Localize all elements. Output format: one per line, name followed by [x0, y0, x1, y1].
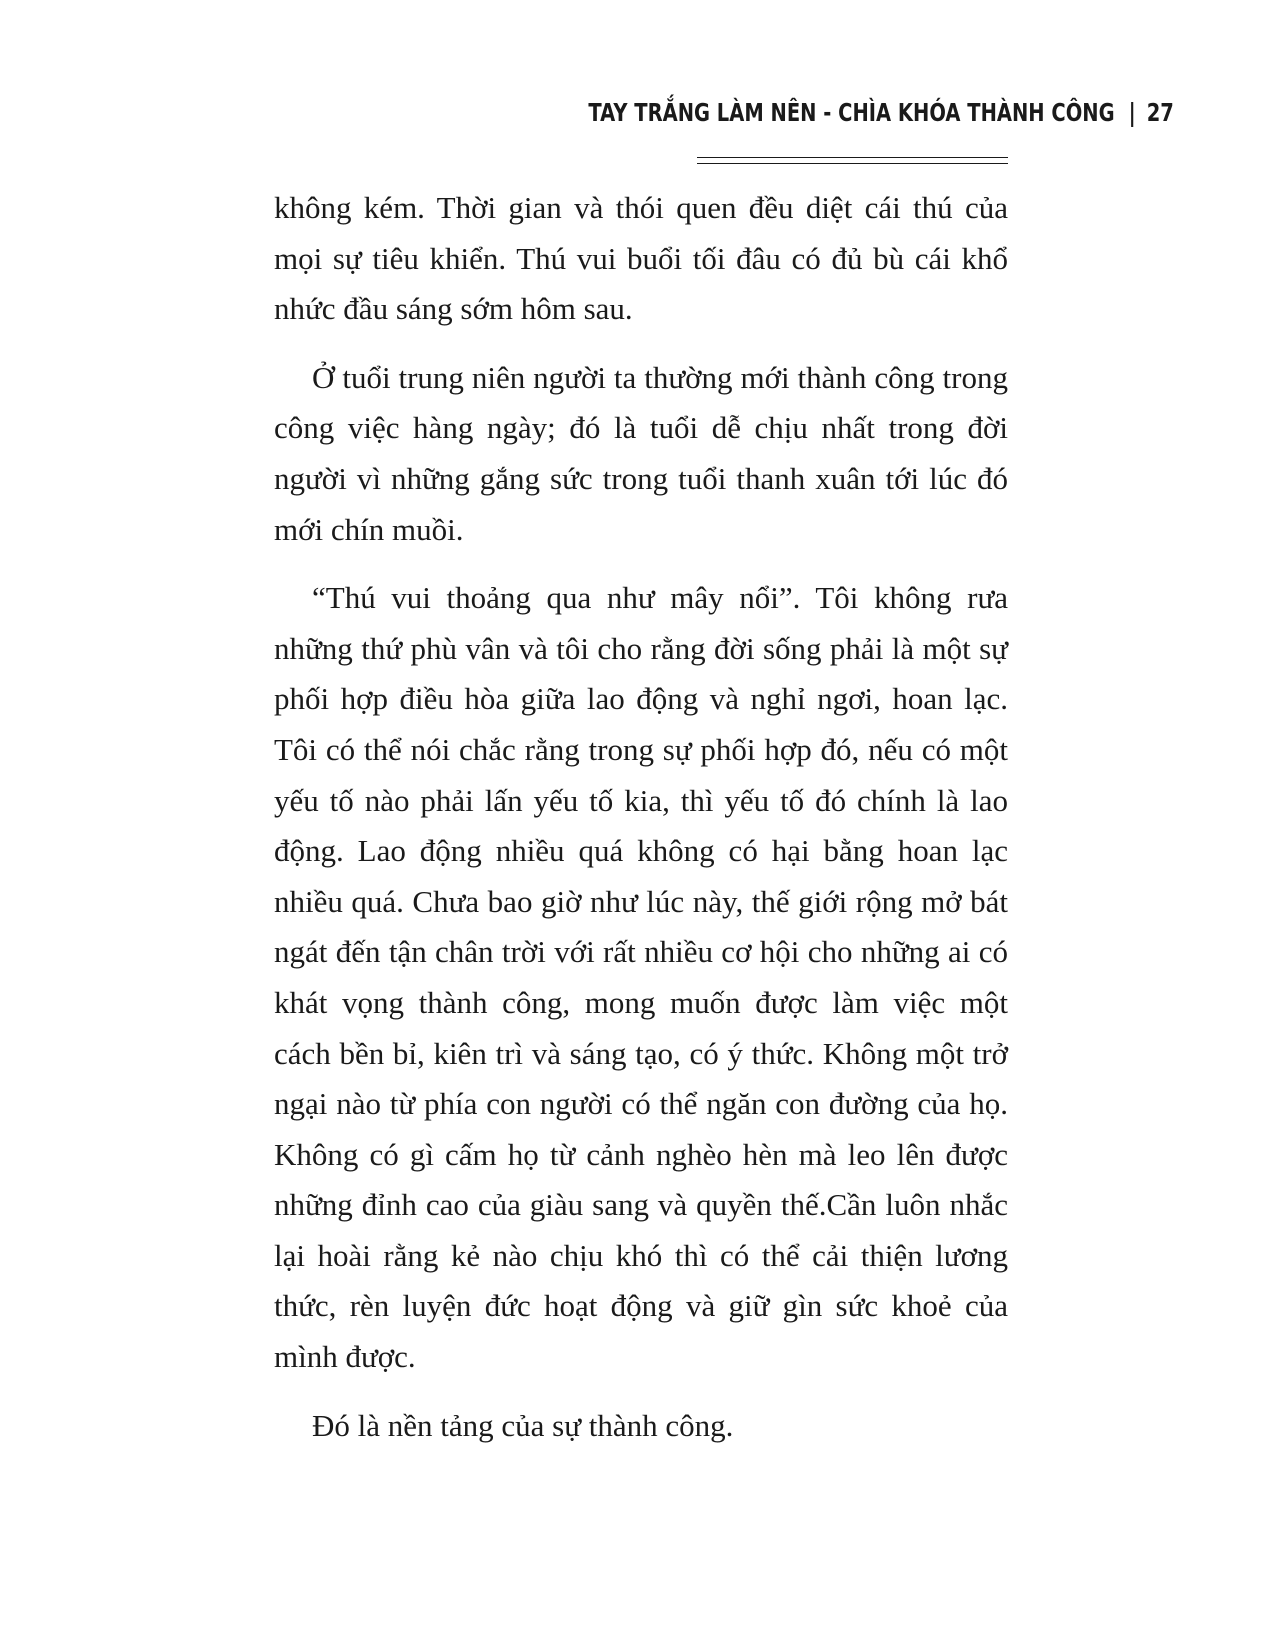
header-rule-top	[697, 157, 1008, 158]
body-text	[274, 183, 1008, 1469]
header-separator: |	[1128, 98, 1136, 127]
header-rule-bottom	[697, 163, 1008, 164]
running-header	[588, 98, 1174, 127]
paragraph: Đó là nền tảng của sự thành công.	[312, 1407, 734, 1443]
paragraph-continued: không kém. Thời gian và thói quen đều diệt cái thú của mọi sự tiêu khiển. Thú vui buổi tối đâu có đủ bù cái khổ nhức đầu sáng sớm hôm sau.	[274, 190, 1008, 327]
running-title: TAY TRẮNG LÀM NÊN - CHÌA KHÓA THÀNH CÔNG	[588, 98, 1115, 127]
paragraph: Ở tuổi trung niên người ta thường mới thành công trong công việc hàng ngày; đó là tuổi dễ chịu nhất trong đời người vì những gắng sức trong tuổi thanh xuân tới lúc đó mới chín muồi.	[274, 359, 1008, 547]
paragraph: “Thú vui thoảng qua như mây nổi”. Tôi không rưa những thứ phù vân và tôi cho rằng đời sống phải là một sự phối hợp điều hòa giữa lao động và nghỉ ngơi, hoan lạc. Tôi có thể nói chắc rằng trong sự phối hợp đó, nếu có một yếu tố nào phải lấn yếu tố kia, thì yếu tố đó chính là lao động. Lao động nhiều quá không có hại bằng hoan lạc nhiều quá. Chưa bao giờ như lúc này, thế giới rộng mở bát ngát đến tận chân trời với rất nhiều cơ hội cho những ai có khát vọng thành công, mong muốn được làm việc một cách bền bỉ, kiên trì và sáng tạo, có ý thức. Không một trở ngại nào từ phía con người có thể ngăn con đường của họ. Không có gì cấm họ từ cảnh nghèo hèn mà leo lên được những đỉnh cao của giàu sang và quyền thế.Cần luôn nhắc lại hoài rằng kẻ nào chịu khó thì có thể cải thiện lương thức, rèn luyện đức hoạt động và giữ gìn sức khoẻ của mình được.	[274, 580, 1008, 1375]
page-number: 27	[1146, 98, 1174, 127]
